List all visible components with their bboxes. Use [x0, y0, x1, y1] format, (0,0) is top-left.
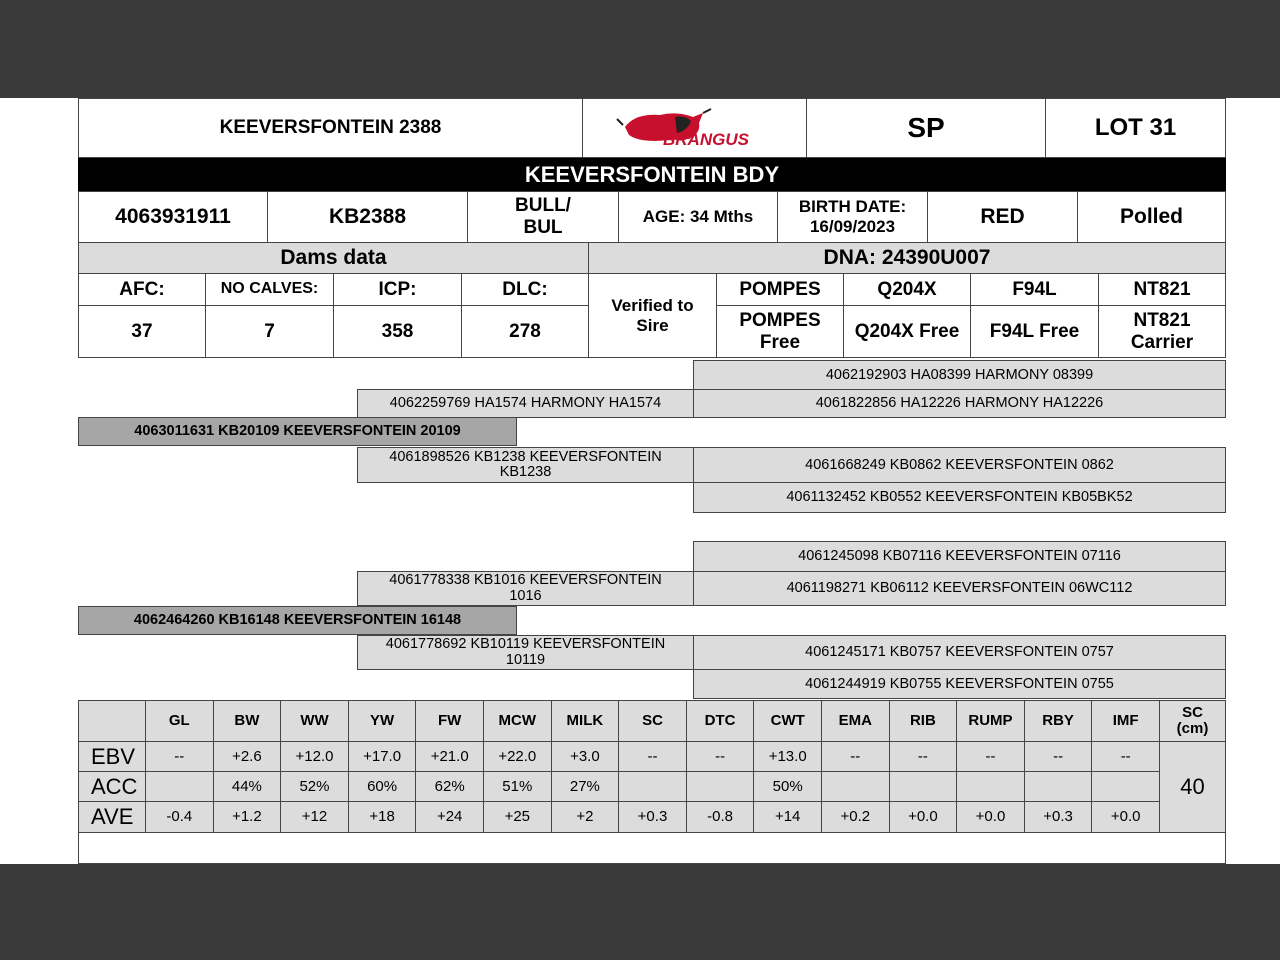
- pedigree-dam-dam-dam: 4061244919 KB0755 KEEVERSFONTEIN 0755: [693, 669, 1226, 699]
- ebv-cell: 60%: [348, 771, 417, 803]
- horn-status: Polled: [1077, 191, 1226, 243]
- afc-header: AFC:: [78, 273, 206, 306]
- ebv-corner: [78, 700, 146, 742]
- age: AGE: 34 Mths: [618, 191, 778, 243]
- ebv-cell: +1.2: [213, 801, 282, 833]
- pompes-result-line2: Free: [759, 331, 801, 353]
- brangus-logo: [582, 98, 807, 158]
- ebv-cell: --: [1091, 741, 1160, 773]
- ebv-cell: --: [686, 741, 755, 773]
- pedigree-sire-dam-line2: KB1238: [499, 464, 552, 480]
- logo-text: BRANGUS: [662, 130, 749, 149]
- ebv-header-ema: EMA: [821, 700, 890, 742]
- q204x-header: Q204X: [843, 273, 971, 306]
- sex-line1: BULL/: [515, 195, 571, 217]
- ebv-row-label-ave: AVE: [78, 801, 146, 833]
- ebv-cell: +25: [483, 801, 552, 833]
- afc-value: 37: [78, 305, 206, 358]
- ebv-cell: 52%: [280, 771, 349, 803]
- ebv-cell: 62%: [415, 771, 484, 803]
- ebv-cell: [956, 771, 1025, 803]
- ebv-cell: [821, 771, 890, 803]
- ebv-cell: +24: [415, 801, 484, 833]
- dlc-header: DLC:: [461, 273, 589, 306]
- icp-header: ICP:: [333, 273, 462, 306]
- sc-header-line2: (cm): [1176, 720, 1209, 737]
- ebv-header-milk: MILK: [551, 700, 620, 742]
- ebv-cell: +22.0: [483, 741, 552, 773]
- catalogue-page: [0, 98, 1280, 864]
- icp-value: 358: [333, 305, 462, 358]
- grade: SP: [806, 98, 1046, 158]
- pedigree-sire-dam: [357, 447, 694, 483]
- sex-line2: BUL: [523, 217, 563, 238]
- sc-header-line1: SC: [1182, 703, 1203, 721]
- verified-to-sire: [588, 273, 717, 358]
- ebv-header-sc-cm: [1159, 700, 1226, 742]
- ebv-cell: -0.8: [686, 801, 755, 833]
- ebv-cell: +13.0: [753, 741, 822, 773]
- ebv-cell: [145, 771, 214, 803]
- ebv-cell: +3.0: [551, 741, 620, 773]
- nt821-header: NT821: [1098, 273, 1226, 306]
- pedigree-dam-sire-sire: 4061245098 KB07116 KEEVERSFONTEIN 07116: [693, 541, 1226, 572]
- verified-line2: Sire: [636, 315, 669, 335]
- banner-title: KEEVERSFONTEIN BDY: [78, 158, 1226, 191]
- ebv-header-yw: YW: [348, 700, 417, 742]
- ebv-cell: 51%: [483, 771, 552, 803]
- pedigree-dam-sire-dam: 4061198271 KB06112 KEEVERSFONTEIN 06WC112: [693, 571, 1226, 606]
- dams-data-title: Dams data: [78, 242, 589, 274]
- pedigree-dam: 4062464260 KB16148 KEEVERSFONTEIN 16148: [78, 606, 517, 635]
- dlc-value: 278: [461, 305, 589, 358]
- ebv-header-bw: BW: [213, 700, 282, 742]
- ebv-cell: +2: [551, 801, 620, 833]
- ebv-header-rump: RUMP: [956, 700, 1025, 742]
- pedigree-sire-dam-sire: 4061668249 KB0862 KEEVERSFONTEIN 0862: [693, 447, 1226, 483]
- ebv-cell: +18: [348, 801, 417, 833]
- pompes-result: [716, 305, 844, 358]
- ebv-header-rby: RBY: [1024, 700, 1093, 742]
- ebv-cell: --: [1024, 741, 1093, 773]
- ebv-header-dtc: DTC: [686, 700, 755, 742]
- ebv-header-cwt: CWT: [753, 700, 822, 742]
- colour: RED: [927, 191, 1078, 243]
- ebv-header-gl: GL: [145, 700, 214, 742]
- ebv-cell: [1091, 771, 1160, 803]
- ebv-cell: -0.4: [145, 801, 214, 833]
- ebv-header-fw: FW: [415, 700, 484, 742]
- pedigree-sire-dam-dam: 4061132452 KB0552 KEEVERSFONTEIN KB05BK52: [693, 482, 1226, 513]
- pedigree-dam-dam-line1: 4061778692 KB10119 KEEVERSFONTEIN: [385, 636, 666, 653]
- ebv-cell: --: [889, 741, 958, 773]
- ebv-cell: +17.0: [348, 741, 417, 773]
- nt821-result-line2: Carrier: [1130, 331, 1194, 353]
- q204x-result: Q204X Free: [843, 305, 971, 358]
- ebv-cell: [618, 771, 687, 803]
- pedigree-dam-dam-sire: 4061245171 KB0757 KEEVERSFONTEIN 0757: [693, 635, 1226, 670]
- ebv-cell: [889, 771, 958, 803]
- ebv-header-sc: SC: [618, 700, 687, 742]
- ebv-header-imf: IMF: [1091, 700, 1160, 742]
- ebv-row-label-acc: ACC: [78, 771, 146, 803]
- birth-date-value: 16/09/2023: [809, 217, 896, 236]
- nt821-result-line1: NT821: [1133, 309, 1191, 331]
- ebv-cell: +0.0: [889, 801, 958, 833]
- f94l-header: F94L: [970, 273, 1099, 306]
- pedigree-sire-dam-line1: 4061898526 KB1238 KEEVERSFONTEIN: [389, 448, 662, 465]
- pedigree-dam-sire-line2: 1016: [509, 587, 542, 604]
- nt821-result: [1098, 305, 1226, 358]
- no-calves-header: NO CALVES:: [205, 273, 334, 306]
- pompes-header: POMPES: [716, 273, 844, 306]
- pedigree-dam-dam: [357, 635, 694, 670]
- pedigree-dam-dam-line2: 10119: [505, 651, 546, 668]
- ebv-cell: --: [956, 741, 1025, 773]
- ebv-cell: +14: [753, 801, 822, 833]
- ebv-cell: 50%: [753, 771, 822, 803]
- ebv-cell: --: [145, 741, 214, 773]
- pedigree-sire-sire-dam: 4061822856 HA12226 HARMONY HA12226: [693, 389, 1226, 418]
- id-number: 4063931911: [78, 191, 268, 243]
- f94l-result: F94L Free: [970, 305, 1099, 358]
- ebv-cell: +0.2: [821, 801, 890, 833]
- ebv-cell: +0.3: [1024, 801, 1093, 833]
- ebv-cell: +0.3: [618, 801, 687, 833]
- pompes-result-line1: POMPES: [739, 309, 821, 331]
- ebv-header-rib: RIB: [889, 700, 958, 742]
- footer-blank-row: [78, 832, 1226, 864]
- ebv-row-label-ebv: EBV: [78, 741, 146, 773]
- bull-head-icon: [615, 105, 775, 151]
- birth-date-label: BIRTH DATE:: [798, 197, 907, 217]
- ebv-cell: --: [618, 741, 687, 773]
- lot-number: LOT 31: [1045, 98, 1226, 158]
- ebv-cell: +12: [280, 801, 349, 833]
- ebv-cell: +0.0: [956, 801, 1025, 833]
- no-calves-value: 7: [205, 305, 334, 358]
- pedigree-sire: 4063011631 KB20109 KEEVERSFONTEIN 20109: [78, 417, 517, 446]
- ebv-cell: +12.0: [280, 741, 349, 773]
- pedigree-sire-sire: 4062259769 HA1574 HARMONY HA1574: [357, 389, 694, 418]
- ebv-cell: [1024, 771, 1093, 803]
- ebv-cell: 27%: [551, 771, 620, 803]
- pedigree-dam-sire: [357, 571, 694, 606]
- ebv-header-ww: WW: [280, 700, 349, 742]
- ebv-cell: [686, 771, 755, 803]
- dna-title: DNA: 24390U007: [588, 242, 1226, 274]
- tag: KB2388: [267, 191, 468, 243]
- birth-date: [777, 191, 928, 243]
- sc-value: 40: [1159, 741, 1226, 833]
- ebv-cell: --: [821, 741, 890, 773]
- pedigree-dam-sire-line1: 4061778338 KB1016 KEEVERSFONTEIN: [389, 572, 662, 589]
- ebv-header-mcw: MCW: [483, 700, 552, 742]
- ebv-cell: +21.0: [415, 741, 484, 773]
- sex: [467, 191, 619, 243]
- ebv-cell: 44%: [213, 771, 282, 803]
- animal-name: KEEVERSFONTEIN 2388: [78, 98, 583, 158]
- pedigree-sire-sire-sire: 4062192903 HA08399 HARMONY 08399: [693, 360, 1226, 390]
- ebv-cell: +0.0: [1091, 801, 1160, 833]
- verified-line1: Verified to: [611, 295, 694, 315]
- ebv-cell: +2.6: [213, 741, 282, 773]
